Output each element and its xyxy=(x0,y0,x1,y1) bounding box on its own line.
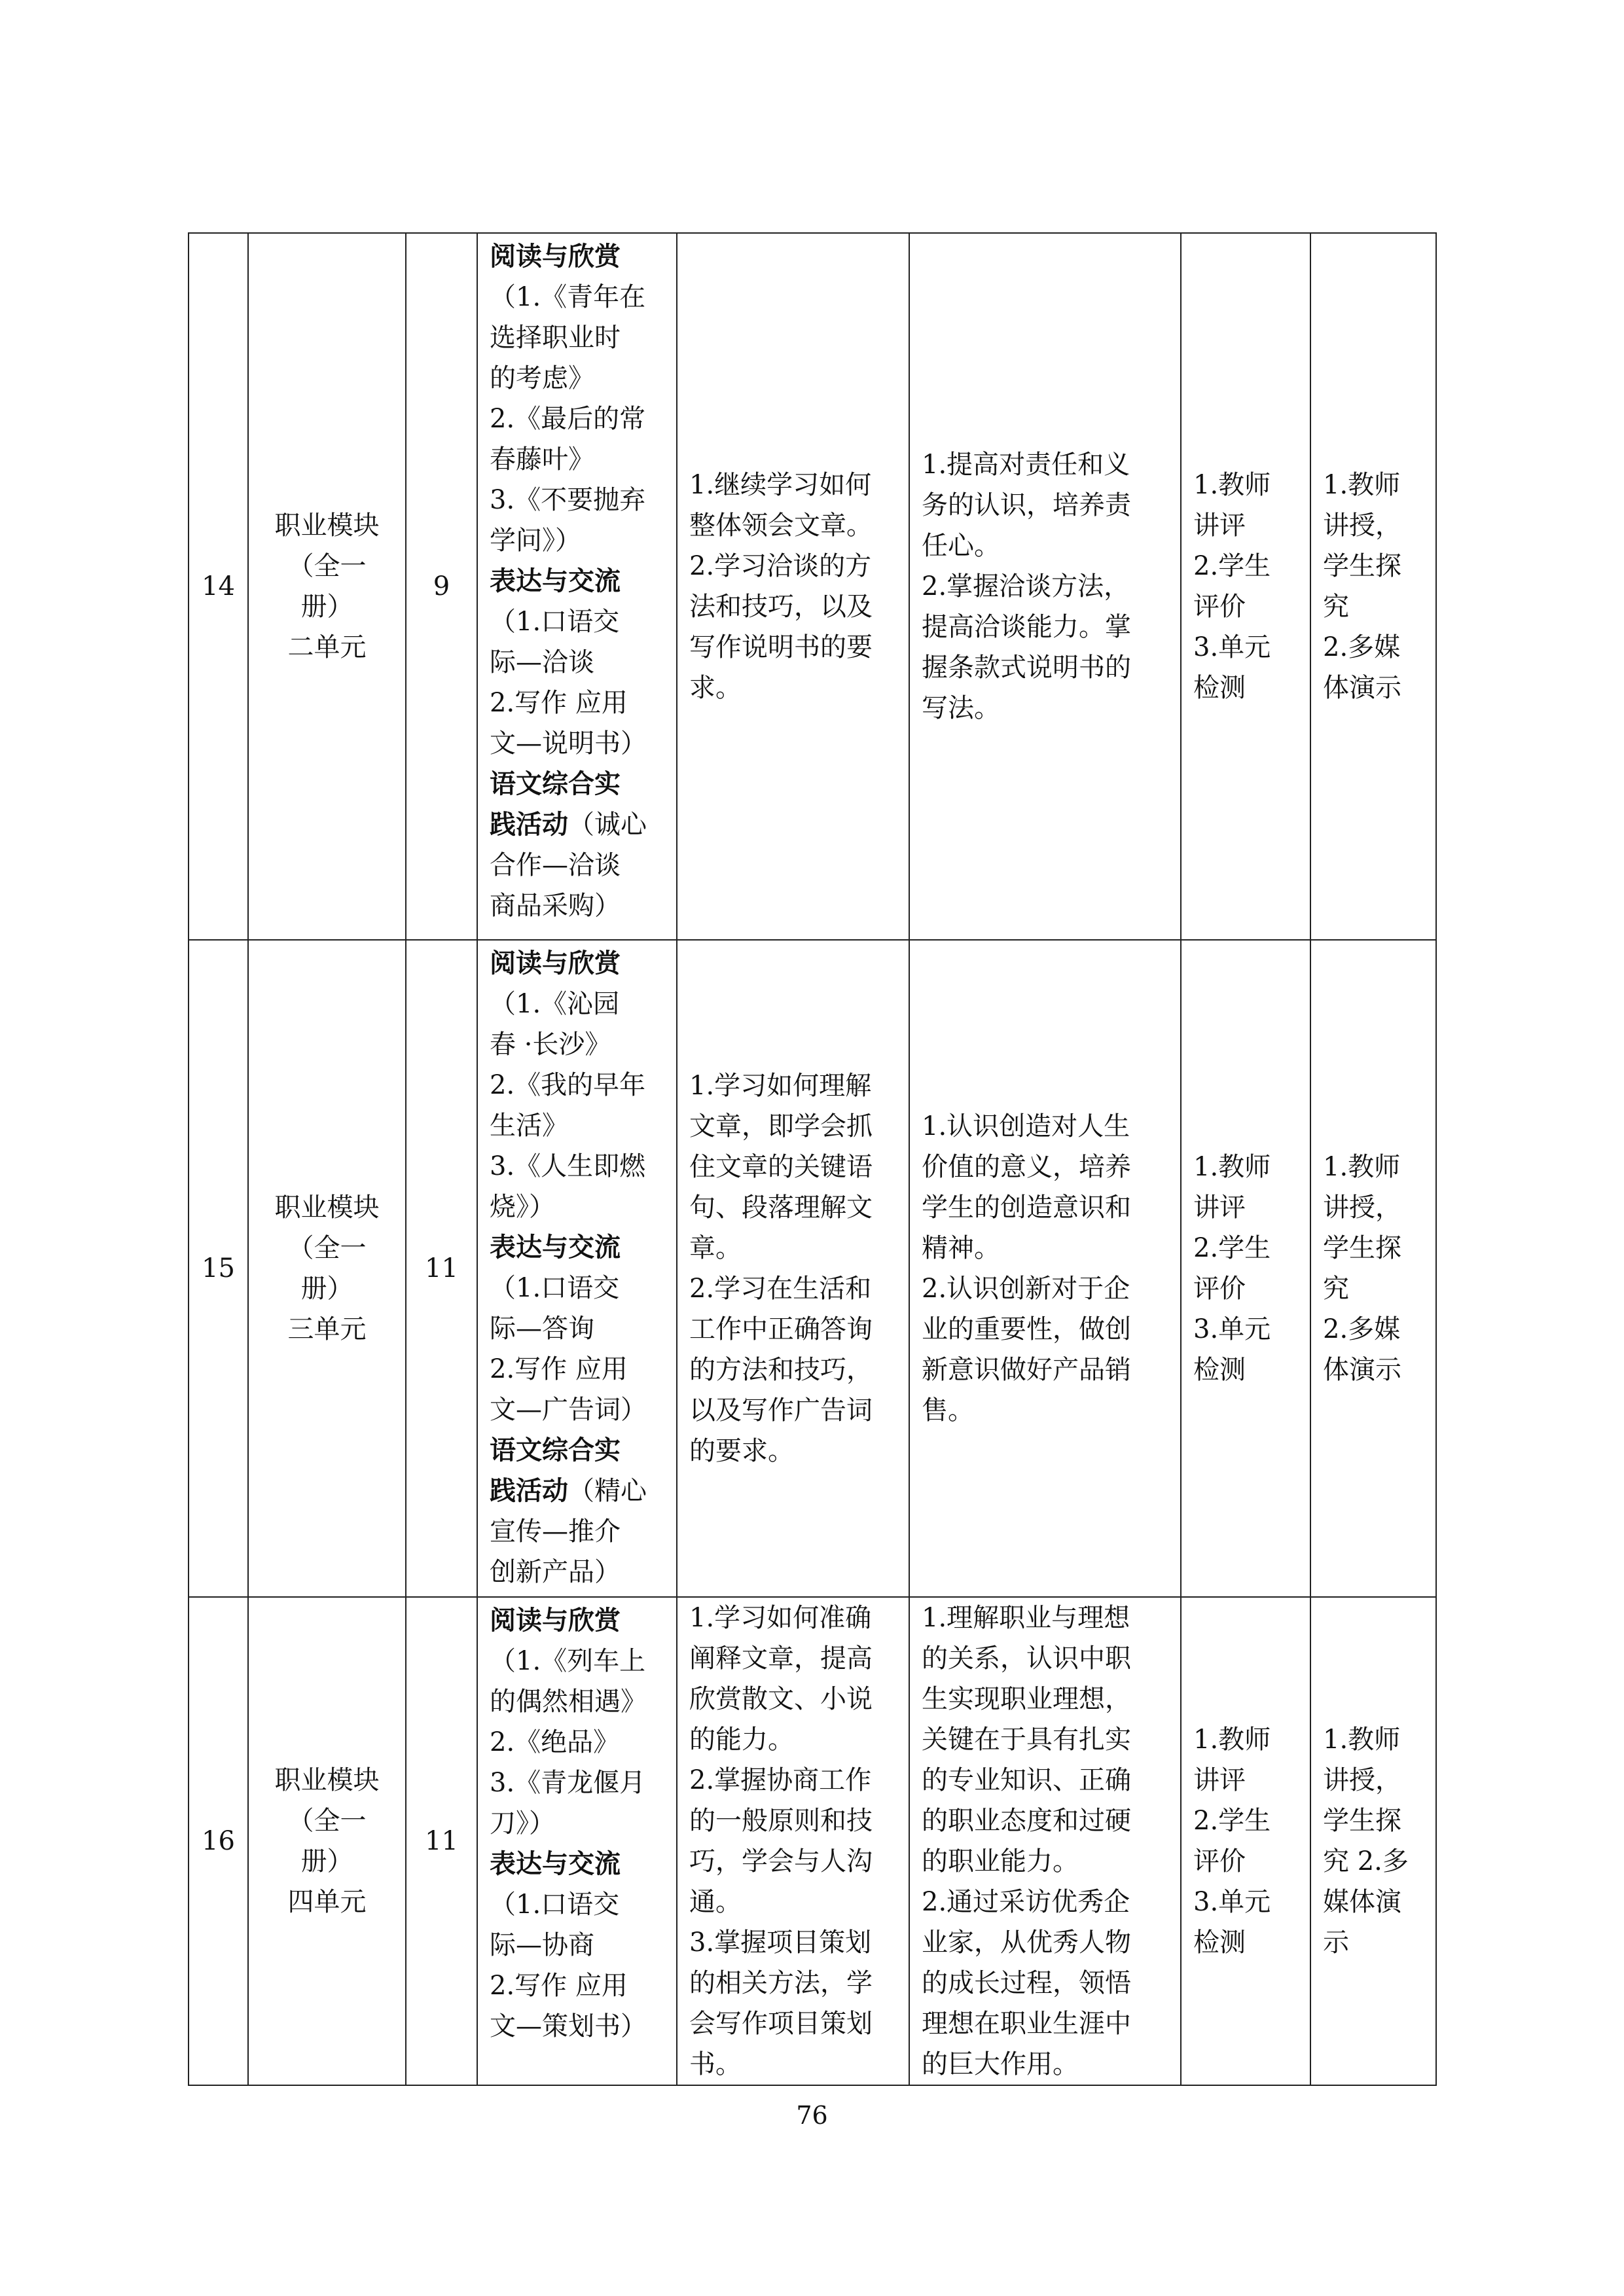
teaching-method-cell xyxy=(1310,940,1436,1597)
quality-line: 业的重要性，做创 xyxy=(922,1314,1131,1344)
knowledge-line: 会写作项目策划 xyxy=(689,2009,873,2039)
evaluation-line: 1.教师 xyxy=(1193,470,1271,500)
module-line: 职业模块 xyxy=(274,1193,380,1223)
lesson-line xyxy=(490,1965,664,2006)
evaluation-line: 1.教师 xyxy=(1193,1152,1271,1182)
lesson-text: 宣传—推介 xyxy=(490,1516,621,1547)
lesson-text: （精心 xyxy=(568,1476,647,1506)
knowledge-line: 巧，学会与人沟 xyxy=(689,1846,873,1876)
row-number-cell xyxy=(189,1597,248,2085)
knowledge-line: 的相关方法，学 xyxy=(689,1968,873,1998)
lesson-line xyxy=(490,1308,664,1349)
lesson-line xyxy=(490,1146,664,1187)
evaluation-line: 检测 xyxy=(1193,1355,1246,1385)
quality-line: 2.掌握洽谈方法， xyxy=(922,571,1130,601)
evaluation-line: 检测 xyxy=(1193,673,1246,703)
lesson-text: 春 ·长沙》 xyxy=(490,1030,611,1060)
lesson-line xyxy=(490,1390,664,1430)
knowledge-line: 2.学习洽谈的方 xyxy=(689,551,872,581)
evaluation-cell xyxy=(1181,233,1310,940)
lesson-text: 2.《我的早年 xyxy=(490,1070,646,1100)
lesson-line xyxy=(490,1641,664,1681)
lesson-line xyxy=(490,1763,664,1803)
lesson-line xyxy=(490,1065,664,1105)
lesson-heading: 语文综合实 xyxy=(490,1435,621,1465)
lesson-text: 3.《青龙偃月 xyxy=(490,1768,646,1798)
knowledge-line: 章。 xyxy=(689,1233,742,1263)
knowledge-line: 1.学习如何理解 xyxy=(689,1071,872,1101)
module-line: 职业模块 xyxy=(274,1765,380,1795)
lesson-line xyxy=(490,1844,664,1884)
hours-value: 9 xyxy=(433,571,450,601)
lesson-text: 文—广告词） xyxy=(490,1395,647,1425)
module-cell xyxy=(248,940,406,1597)
row-number-cell xyxy=(189,940,248,1597)
evaluation-line: 讲评 xyxy=(1193,511,1246,541)
lesson-line xyxy=(490,561,664,601)
method-line: 学生探 xyxy=(1323,551,1401,581)
lesson-text: 春藤叶》 xyxy=(490,444,594,475)
knowledge-line: 文章，即学会抓 xyxy=(689,1111,873,1141)
knowledge-line: 整体领会文章。 xyxy=(689,511,873,541)
lesson-line xyxy=(490,943,664,984)
knowledge-line: 工作中正确答询 xyxy=(689,1314,873,1344)
quality-line: 学生的创造意识和 xyxy=(922,1193,1131,1223)
quality-line: 的职业态度和过硬 xyxy=(922,1806,1131,1836)
method-line: 究 xyxy=(1323,592,1349,622)
row-number-cell xyxy=(189,233,248,940)
table-row xyxy=(189,233,1436,940)
quality-line: 的职业能力。 xyxy=(922,1846,1079,1876)
evaluation-line: 检测 xyxy=(1193,1928,1246,1958)
quality-line: 2.认识创新对于企 xyxy=(922,1274,1130,1304)
lesson-heading: 阅读与欣赏 xyxy=(490,241,621,272)
module-line: （全一 xyxy=(287,1806,367,1836)
method-line: 2.多媒 xyxy=(1323,1314,1401,1344)
quality-line: 业家，从优秀人物 xyxy=(922,1928,1131,1958)
quality-line: 1.提高对责任和义 xyxy=(922,450,1130,480)
quality-line: 的专业知识、正确 xyxy=(922,1765,1131,1795)
page-number: 76 xyxy=(796,2101,828,2130)
quality-line: 理想在职业生涯中 xyxy=(922,2009,1131,2039)
lesson-text: （1.《列车上 xyxy=(490,1646,646,1676)
quality-goal-cell xyxy=(909,233,1181,940)
lesson-text: （1.口语交 xyxy=(490,1273,620,1303)
lesson-line xyxy=(490,1600,664,1641)
module-line: （全一 xyxy=(287,1233,367,1263)
lesson-text: 刀》） xyxy=(490,1808,555,1839)
quality-line: 提高洽谈能力。掌 xyxy=(922,612,1131,642)
module-line: 二单元 xyxy=(287,632,367,662)
hours-cell xyxy=(406,1597,477,2085)
method-line: 1.教师 xyxy=(1323,470,1401,500)
lesson-text: 2.写作 应用 xyxy=(490,1971,628,2001)
lesson-text: 际—协商 xyxy=(490,1930,594,1960)
knowledge-goal-cell xyxy=(677,1597,909,2085)
evaluation-cell xyxy=(1181,940,1310,1597)
teaching-method-cell xyxy=(1310,1597,1436,2085)
lesson-line xyxy=(490,984,664,1024)
module-line: 册） xyxy=(300,1846,353,1876)
evaluation-line: 2.学生 xyxy=(1193,551,1271,581)
lesson-text: 3.《人生即燃 xyxy=(490,1151,646,1181)
knowledge-line: 住文章的关键语 xyxy=(689,1152,873,1182)
lesson-line xyxy=(490,439,664,480)
lesson-line xyxy=(490,358,664,399)
lesson-line xyxy=(490,1268,664,1308)
lesson-heading: 践活动 xyxy=(490,1475,568,1506)
curriculum-table xyxy=(188,232,1437,2086)
method-line: 体演示 xyxy=(1323,1355,1401,1385)
evaluation-line: 讲评 xyxy=(1193,1765,1246,1795)
lesson-line xyxy=(490,1187,664,1227)
lesson-text: （诚心 xyxy=(568,810,647,840)
evaluation-line: 2.学生 xyxy=(1193,1806,1271,1836)
lesson-line xyxy=(490,1430,664,1471)
lesson-line xyxy=(490,642,664,683)
lesson-text: 选择职业时 xyxy=(490,323,621,353)
lesson-line xyxy=(490,1105,664,1146)
knowledge-goal-cell xyxy=(677,233,909,940)
knowledge-line: 2.掌握协商工作 xyxy=(689,1765,872,1795)
lesson-text: 2.写作 应用 xyxy=(490,688,628,718)
knowledge-line: 2.学习在生活和 xyxy=(689,1274,872,1304)
lesson-heading: 践活动 xyxy=(490,809,568,840)
quality-line: 的巨大作用。 xyxy=(922,2049,1079,2079)
lesson-heading: 阅读与欣赏 xyxy=(490,948,621,978)
lesson-line xyxy=(490,723,664,764)
lesson-line xyxy=(490,1511,664,1552)
lesson-text: 的考虑》 xyxy=(490,363,594,393)
lesson-line xyxy=(490,1884,664,1925)
lesson-text: 合作—洽谈 xyxy=(490,850,621,880)
evaluation-line: 讲评 xyxy=(1193,1193,1246,1223)
quality-goal-cell xyxy=(909,940,1181,1597)
row-number: 16 xyxy=(202,1826,235,1856)
lesson-text: 的偶然相遇》 xyxy=(490,1687,647,1717)
lesson-text: 际—答询 xyxy=(490,1314,594,1344)
hours-cell xyxy=(406,940,477,1597)
module-cell xyxy=(248,1597,406,2085)
lesson-text: 2.《最后的常 xyxy=(490,404,646,434)
method-line: 学生探 xyxy=(1323,1233,1401,1263)
module-cell xyxy=(248,233,406,940)
method-line: 讲授， xyxy=(1323,1765,1401,1795)
knowledge-line: 书。 xyxy=(689,2049,742,2079)
lesson-text: 2.写作 应用 xyxy=(490,1354,628,1384)
evaluation-line: 3.单元 xyxy=(1193,632,1271,662)
evaluation-line: 评价 xyxy=(1193,1846,1246,1876)
evaluation-line: 3.单元 xyxy=(1193,1314,1271,1344)
method-line: 学生探 xyxy=(1323,1806,1401,1836)
lesson-text: 生活》 xyxy=(490,1111,568,1141)
quality-line: 生实现职业理想， xyxy=(922,1684,1131,1714)
module-line: 册） xyxy=(300,1274,353,1304)
quality-line: 2.通过采访优秀企 xyxy=(922,1887,1130,1917)
method-line: 示 xyxy=(1323,1928,1349,1958)
lesson-line xyxy=(490,1471,664,1511)
quality-line: 任心。 xyxy=(922,531,1000,561)
lesson-heading: 表达与交流 xyxy=(490,1848,621,1879)
lesson-text: （1.《沁园 xyxy=(490,989,620,1019)
lesson-text: 学问》） xyxy=(490,526,581,556)
quality-line: 1.认识创造对人生 xyxy=(922,1111,1130,1141)
evaluation-line: 2.学生 xyxy=(1193,1233,1271,1263)
knowledge-line: 写作说明书的要 xyxy=(689,632,873,662)
lesson-line xyxy=(490,1552,664,1592)
lesson-line xyxy=(490,1024,664,1065)
table-row xyxy=(189,940,1436,1597)
lesson-line xyxy=(490,277,664,317)
lesson-heading: 表达与交流 xyxy=(490,1232,621,1263)
lesson-line xyxy=(490,1681,664,1722)
method-line: 媒体演 xyxy=(1323,1887,1401,1917)
lesson-text: （1.口语交 xyxy=(490,607,620,637)
knowledge-line: 通。 xyxy=(689,1887,742,1917)
lesson-content-cell xyxy=(477,940,677,1597)
lesson-line xyxy=(490,1925,664,1965)
lesson-text: 文—策划书） xyxy=(490,2011,647,2041)
lesson-text: 创新产品） xyxy=(490,1557,621,1587)
row-number: 15 xyxy=(202,1253,235,1283)
lesson-line xyxy=(490,520,664,561)
table-row xyxy=(189,1597,1436,2085)
quality-line: 务的认识，培养责 xyxy=(922,490,1131,520)
knowledge-line: 的方法和技巧， xyxy=(689,1355,873,1385)
method-line: 1.教师 xyxy=(1323,1152,1401,1182)
lesson-line xyxy=(490,804,664,845)
evaluation-line: 评价 xyxy=(1193,592,1246,622)
knowledge-line: 句、段落理解文 xyxy=(689,1193,873,1223)
quality-line: 售。 xyxy=(922,1395,974,1426)
lesson-heading: 表达与交流 xyxy=(490,565,621,596)
lesson-text: （1.《青年在 xyxy=(490,282,646,312)
lesson-line xyxy=(490,480,664,520)
knowledge-line: 求。 xyxy=(689,673,742,703)
evaluation-line: 3.单元 xyxy=(1193,1887,1271,1917)
hours-value: 11 xyxy=(425,1826,458,1856)
module-line: 册） xyxy=(300,592,353,622)
knowledge-line: 法和技巧，以及 xyxy=(689,592,873,622)
knowledge-line: 3.掌握项目策划 xyxy=(689,1928,872,1958)
lesson-line xyxy=(490,886,664,926)
lesson-text: 际—洽谈 xyxy=(490,647,594,677)
module-line: 三单元 xyxy=(287,1314,367,1344)
knowledge-goal-cell xyxy=(677,940,909,1597)
lesson-line xyxy=(490,1803,664,1844)
method-line: 讲授， xyxy=(1323,1193,1401,1223)
row-number: 14 xyxy=(202,571,235,601)
method-line: 1.教师 xyxy=(1323,1725,1401,1755)
lesson-line xyxy=(490,317,664,358)
lesson-line xyxy=(490,1349,664,1390)
evaluation-cell xyxy=(1181,1597,1310,2085)
lesson-line xyxy=(490,683,664,723)
hours-cell xyxy=(406,233,477,940)
knowledge-line: 1.继续学习如何 xyxy=(689,470,872,500)
lesson-text: （1.口语交 xyxy=(490,1890,620,1920)
teaching-method-cell xyxy=(1310,233,1436,940)
quality-line: 关键在于具有扎实 xyxy=(922,1725,1131,1755)
lesson-content-cell xyxy=(477,1597,677,2085)
lesson-text: 商品采购） xyxy=(490,891,621,921)
quality-line: 价值的意义，培养 xyxy=(922,1152,1131,1182)
hours-value: 11 xyxy=(425,1253,458,1283)
knowledge-line: 欣赏散文、小说 xyxy=(689,1684,873,1714)
quality-line: 1.理解职业与理想 xyxy=(922,1603,1130,1633)
evaluation-line: 1.教师 xyxy=(1193,1725,1271,1755)
quality-line: 的关系，认识中职 xyxy=(922,1643,1131,1674)
evaluation-line: 评价 xyxy=(1193,1274,1246,1304)
lesson-heading: 语文综合实 xyxy=(490,768,621,799)
lesson-line xyxy=(490,601,664,642)
quality-goal-cell xyxy=(909,1597,1181,2085)
lesson-text: 烧》） xyxy=(490,1192,555,1222)
quality-line: 的成长过程，领悟 xyxy=(922,1968,1131,1998)
knowledge-line: 阐释文章，提高 xyxy=(689,1643,873,1674)
method-line: 2.多媒 xyxy=(1323,632,1401,662)
module-line: （全一 xyxy=(287,551,367,581)
method-line: 究 2.多 xyxy=(1323,1846,1409,1876)
knowledge-line: 以及写作广告词 xyxy=(689,1395,873,1426)
lesson-text: 3.《不要抛弃 xyxy=(490,485,646,515)
method-line: 体演示 xyxy=(1323,673,1401,703)
method-line: 讲授， xyxy=(1323,511,1401,541)
lesson-line xyxy=(490,845,664,886)
lesson-line xyxy=(490,1722,664,1763)
lesson-heading: 阅读与欣赏 xyxy=(490,1605,621,1636)
module-line: 职业模块 xyxy=(274,511,380,541)
method-line: 究 xyxy=(1323,1274,1349,1304)
lesson-text: 文—说明书） xyxy=(490,728,647,759)
lesson-line xyxy=(490,1227,664,1268)
knowledge-line: 1.学习如何准确 xyxy=(689,1603,872,1633)
table-body xyxy=(189,233,1436,2085)
quality-line: 写法。 xyxy=(922,693,1000,723)
lesson-line xyxy=(490,764,664,804)
lesson-text: 2.《绝品》 xyxy=(490,1727,620,1757)
knowledge-line: 的能力。 xyxy=(689,1725,794,1755)
module-line: 四单元 xyxy=(287,1887,367,1917)
knowledge-line: 的要求。 xyxy=(689,1436,794,1466)
quality-line: 握条款式说明书的 xyxy=(922,653,1131,683)
lesson-line xyxy=(490,236,664,277)
quality-line: 精神。 xyxy=(922,1233,1000,1263)
lesson-content-cell xyxy=(477,233,677,940)
knowledge-line: 的一般原则和技 xyxy=(689,1806,873,1836)
lesson-line xyxy=(490,2006,664,2047)
lesson-line xyxy=(490,399,664,439)
quality-line: 新意识做好产品销 xyxy=(922,1355,1131,1385)
